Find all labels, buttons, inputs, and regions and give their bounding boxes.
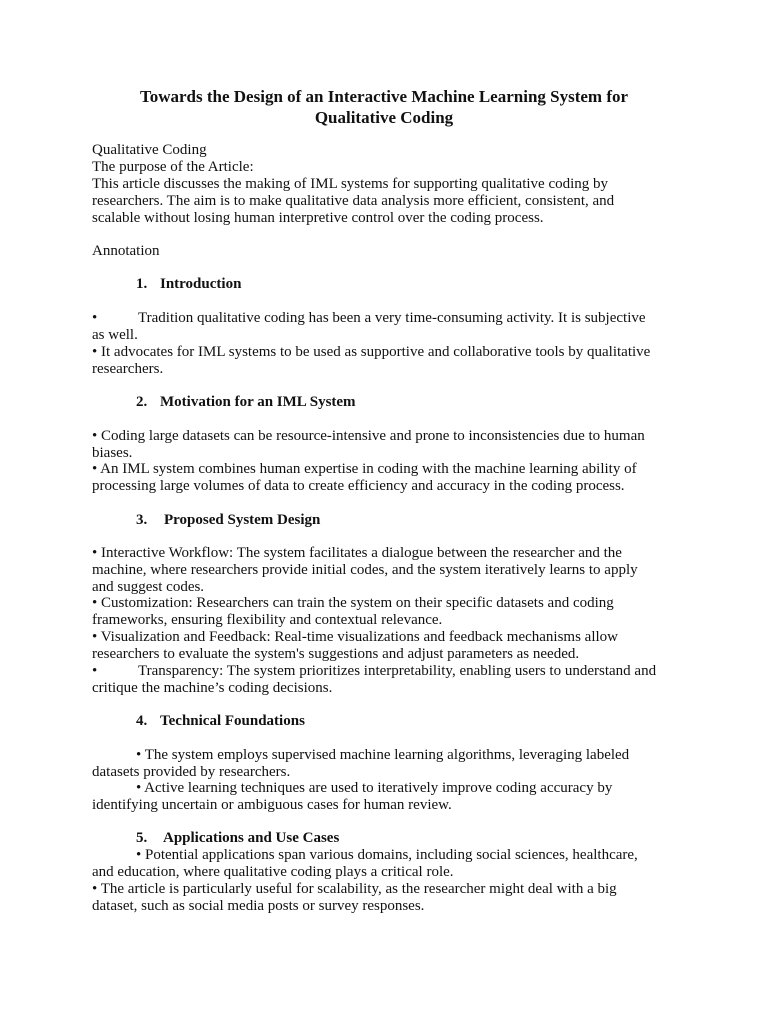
body-line <box>92 310 692 327</box>
section-title: Motivation for an IML System <box>160 394 356 410</box>
body-line: • Visualization and Feedback: Real-time visualizations and feedback mechanisms allow <box>92 629 618 645</box>
body-line: researchers to evaluate the system's suggestions and adjust parameters as needed. <box>92 646 580 662</box>
body-line: frameworks, ensuring flexibility and contextual relevance. <box>92 612 443 628</box>
body-line: and education, where qualitative coding plays a critical role. <box>92 864 454 880</box>
section-title: Technical Foundations <box>160 713 305 729</box>
section-number: 5. <box>136 830 148 846</box>
body-line: machine, where researchers provide initial codes, and the system iteratively learns to apply <box>92 562 638 578</box>
body-line: as well. <box>92 327 138 343</box>
body-line: and suggest codes. <box>92 579 205 595</box>
section-number: 3. <box>136 512 148 528</box>
section-heading-motivation <box>136 394 736 411</box>
bullet: • <box>92 663 98 679</box>
title-line-1: Towards the Design of an Interactive Machine Learning System for <box>139 87 629 106</box>
body-line: dataset, such as social media posts or survey responses. <box>92 898 425 914</box>
body-line: • An IML system combines human expertise in coding with the machine learning ability of <box>92 461 637 477</box>
body-line: • Active learning techniques are used to iteratively improve coding accuracy by <box>136 780 613 796</box>
body-line: • It advocates for IML systems to be used as supportive and collaborative tools by qualitative <box>92 344 651 360</box>
body-line: datasets provided by researchers. <box>92 764 291 780</box>
body-line: biases. <box>92 445 133 461</box>
bullet: • <box>92 310 98 326</box>
body-text: Transparency: The system prioritizes interpretability, enabling users to understand and <box>138 663 657 679</box>
purpose-label: The purpose of the Article: <box>92 159 254 175</box>
section-number: 4. <box>136 713 148 729</box>
document-title <box>92 86 676 128</box>
body-line: • Interactive Workflow: The system facilitates a dialogue between the researcher and the <box>92 545 622 561</box>
section-heading-technical-foundations <box>136 713 736 730</box>
section-title: Proposed System Design <box>164 512 321 528</box>
title-line-2: Qualitative Coding <box>314 108 454 127</box>
body-line: • Coding large datasets can be resource-intensive and prone to inconsistencies due to human <box>92 428 645 444</box>
body-line: identifying uncertain or ambiguous cases for human review. <box>92 797 452 813</box>
subject-line: Qualitative Coding <box>92 142 207 158</box>
section-heading-applications <box>136 830 736 847</box>
body-line: critique the machine’s coding decisions. <box>92 680 333 696</box>
body-text: Tradition qualitative coding has been a very time-consuming activity. It is subjective <box>138 310 646 326</box>
body-line: researchers. <box>92 361 164 377</box>
section-title: Applications and Use Cases <box>163 830 340 846</box>
purpose-text-line: researchers. The aim is to make qualitative data analysis more efficient, consistent, and <box>92 193 615 209</box>
body-line: • The article is particularly useful for scalability, as the researcher might deal with a big <box>92 881 617 897</box>
body-line: • Potential applications span various domains, including social sciences, healthcare, <box>136 847 638 863</box>
section-number: 2. <box>136 394 148 410</box>
purpose-text-line: scalable without losing human interpretive control over the coding process. <box>92 210 544 226</box>
section-number: 1. <box>136 276 148 292</box>
section-title: Introduction <box>160 276 242 292</box>
body-line: • Customization: Researchers can train the system on their specific datasets and coding <box>92 595 614 611</box>
body-line: • The system employs supervised machine learning algorithms, leveraging labeled <box>136 747 630 763</box>
section-heading-proposed-system-design <box>136 512 736 529</box>
body-line <box>92 663 692 680</box>
annotation-label: Annotation <box>92 243 160 259</box>
purpose-text-line: This article discusses the making of IML systems for supporting qualitative coding by <box>92 176 609 192</box>
body-line: processing large volumes of data to create efficiency and accuracy in the coding process. <box>92 478 625 494</box>
section-heading-introduction <box>136 276 736 293</box>
